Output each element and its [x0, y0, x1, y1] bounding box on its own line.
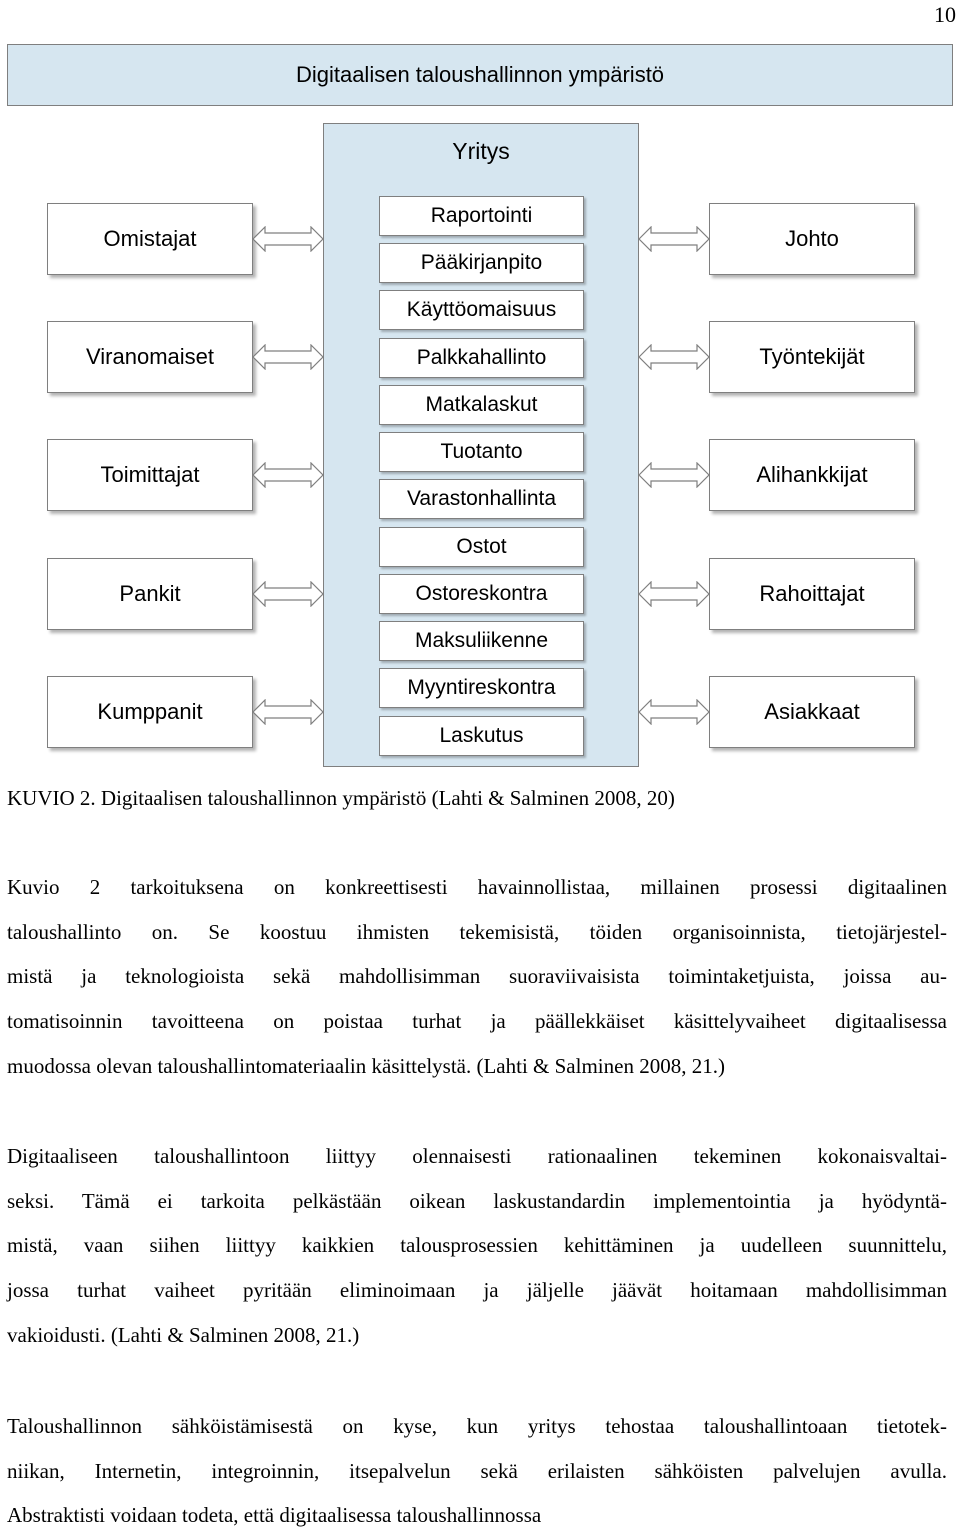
- stakeholder-box-left: Toimittajat: [47, 439, 253, 511]
- double-arrow-icon: [638, 462, 710, 488]
- stakeholder-box-right: Asiakkaat: [709, 676, 915, 748]
- process-box: Palkkahallinto: [379, 338, 584, 378]
- process-box: Tuotanto: [379, 432, 584, 472]
- paragraph-line: tomatisoinnin tavoitteena on poistaa turhat ja päällekkäiset käsittelyvaiheet digitaalisessa: [7, 1009, 947, 1034]
- double-arrow-icon: [252, 581, 324, 607]
- diagram-title: Digitaalisen taloushallinnon ympäristö: [7, 44, 953, 106]
- double-arrow-icon: [252, 462, 324, 488]
- double-arrow-icon: [638, 581, 710, 607]
- paragraph-line: jossa turhat vaiheet pyritään eliminoimaan ja jäljelle jäävät hoitamaan mahdollisimman: [7, 1278, 947, 1303]
- paragraph: [7, 1404, 947, 1538]
- paragraph: [7, 1134, 947, 1358]
- process-box: Ostoreskontra: [379, 574, 584, 614]
- process-box: Myyntireskontra: [379, 668, 584, 708]
- paragraph-line: Taloushallinnon sähköistämisestä on kyse, kun yritys tehostaa taloushallintoaan tietotek-: [7, 1414, 947, 1438]
- stakeholder-box-right: Työntekijät: [709, 321, 915, 393]
- paragraph-line: mistä, vaan siihen liittyy kaikkien talousprosessien kehittäminen ja uudelleen suunnittelu,: [7, 1233, 947, 1258]
- paragraph-line: Kuvio 2 tarkoituksena on konkreettisesti havainnollistaa, millainen prosessi digitaalinen: [7, 875, 947, 899]
- process-box: Matkalaskut: [379, 385, 584, 425]
- stakeholder-box-left: Viranomaiset: [47, 321, 253, 393]
- page-number: 10: [934, 2, 956, 27]
- paragraph-line: vakioidusti. (Lahti & Salminen 2008, 21.): [7, 1322, 360, 1347]
- stakeholder-box-right: Alihankkijat: [709, 439, 915, 511]
- stakeholder-box-right: Rahoittajat: [709, 558, 915, 630]
- double-arrow-icon: [638, 344, 710, 370]
- stakeholder-box-left: Pankit: [47, 558, 253, 630]
- stakeholder-box-right: Johto: [709, 203, 915, 275]
- paragraph-line: mistä ja teknologioista sekä mahdollisimman suoraviivaisista toimintaketjuista, joissa au-: [7, 964, 947, 989]
- paragraph-line: taloushallinto on. Se koostuu ihmisten tekemisistä, töiden organisoinnista, tietojärjestel-: [7, 919, 947, 944]
- company-title: Yritys: [452, 138, 510, 164]
- paragraph-line: Digitaaliseen taloushallintoon liittyy olennaisesti rationaalinen tekeminen kokonaisvaltai-: [7, 1144, 947, 1168]
- double-arrow-icon: [252, 699, 324, 725]
- double-arrow-icon: [638, 226, 710, 252]
- paragraph-line: seksi. Tämä ei tarkoita pelkästään oikean laskustandardin implementointia ja hyödyntä-: [7, 1188, 947, 1213]
- paragraph-line: muodossa olevan taloushallintomateriaalin käsittelystä. (Lahti & Salminen 2008, 21.): [7, 1053, 725, 1078]
- paragraph-line: Abstraktisti voidaan todeta, että digitaalisessa taloushallinnossa: [7, 1503, 542, 1528]
- double-arrow-icon: [252, 344, 324, 370]
- double-arrow-icon: [638, 699, 710, 725]
- process-box: Käyttöomaisuus: [379, 290, 584, 330]
- figure-caption: KUVIO 2. Digitaalisen taloushallinnon ympäristö (Lahti & Salminen 2008, 20): [7, 786, 675, 810]
- double-arrow-icon: [252, 226, 324, 252]
- stakeholder-box-left: Kumppanit: [47, 676, 253, 748]
- company-panel: [323, 123, 639, 767]
- process-box: Pääkirjanpito: [379, 243, 584, 283]
- paragraph-line: niikan, Internetin, integroinnin, itsepalvelun sekä erilaisten sähköisten palvelujen avulla.: [7, 1458, 947, 1483]
- process-box: Ostot: [379, 527, 584, 567]
- paragraph: [7, 865, 947, 1089]
- process-box: Raportointi: [379, 196, 584, 236]
- process-box: Varastonhallinta: [379, 479, 584, 519]
- process-box: Maksuliikenne: [379, 621, 584, 661]
- stakeholder-box-left: Omistajat: [47, 203, 253, 275]
- process-box: Laskutus: [379, 716, 584, 756]
